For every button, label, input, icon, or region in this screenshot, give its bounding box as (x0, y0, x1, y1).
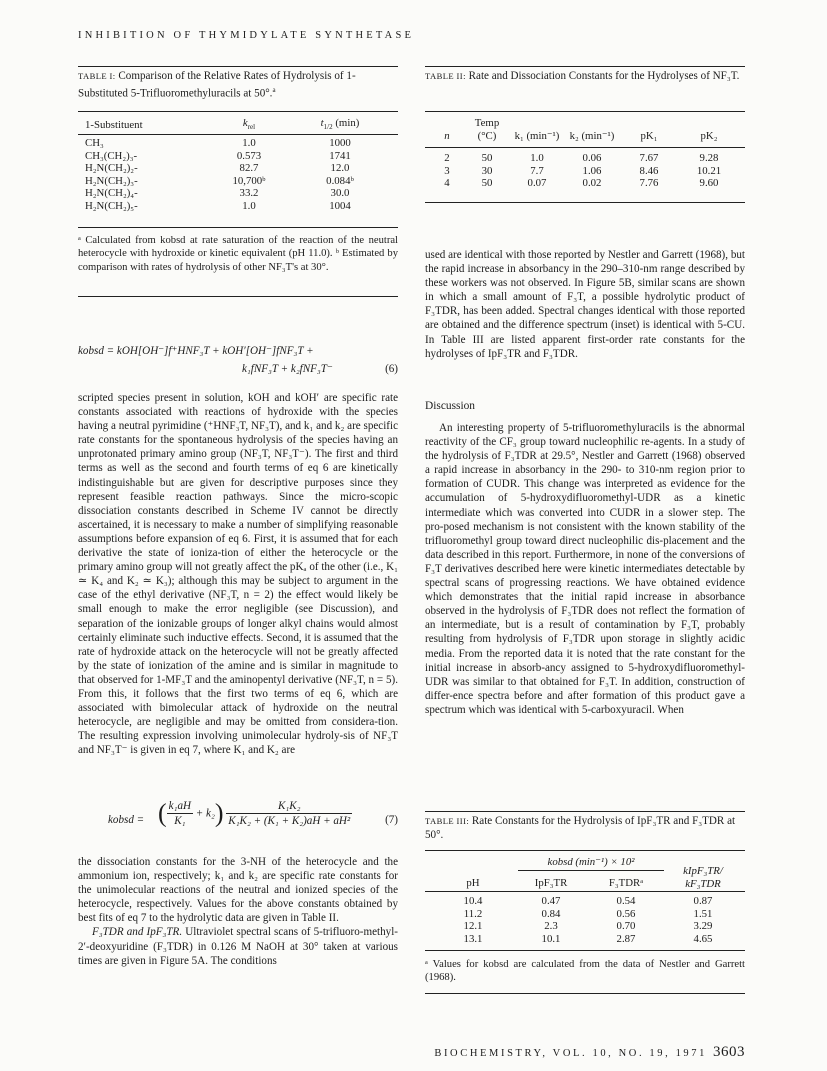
table1-col-thalf: $t_{1/2}$ (min) (320, 117, 360, 132)
table2-header-rule-top (425, 111, 745, 112)
table2-cell: 9.60 (699, 177, 719, 190)
table3-cell: 4.65 (693, 932, 713, 945)
table3-footnote: ᵃ Values for kobsd are calculated from the data of Nestler and Garrett (1968). (425, 959, 745, 984)
table1-header-rule-bottom (78, 134, 398, 135)
table3-col-f3tdr: F₃TDRᵃ (608, 877, 644, 890)
eq6-line2: k₁fNF₃T + k₂fNF₃T⁻ (242, 363, 333, 375)
table2-cell: 1.0 (530, 152, 544, 164)
table3-row (430, 908, 740, 921)
equation-7: kobsd = ( $\frac{\text{k₁aH}}{\text{K₁}}$ + k₂) $\frac{\text{K₁K₂}}{\text{K₁K₂ + (K₁ + K₂)aH + aH²}}$ (7) (108, 798, 398, 828)
left-paragraph-3-head: F₃TDR and IpF₃TR. (92, 926, 183, 939)
table2-cell: 30 (481, 164, 493, 177)
table3 (430, 859, 740, 890)
table1-col-substituent: 1-Substituent (85, 119, 143, 132)
table3-row (430, 933, 740, 946)
table2-cell: 10.21 (696, 164, 722, 177)
table3-cell: 10.1 (541, 932, 561, 945)
eq7-frac2-den: K₁K₂ + (K₁ + K₂)aH + aH² (228, 815, 351, 827)
table1-row (85, 175, 385, 188)
table2-caption (425, 70, 745, 84)
table1-cell-substituent: H₂N(CH₂)₃- (85, 174, 138, 187)
table3-cell: 1.51 (693, 907, 713, 920)
table1-row (85, 150, 385, 163)
table1-cell-substituent: H₂N(CH₂)₅- (85, 199, 138, 212)
table3-top-rule (425, 811, 745, 812)
table1 (85, 117, 385, 134)
table1-cell-krel: 82.7 (239, 162, 259, 175)
table3-col-ipf3tr: IpF₃TR (534, 877, 568, 890)
table1-caption (78, 70, 398, 101)
discussion-heading: Discussion (425, 400, 475, 412)
left-paragraph-3: Ultraviolet spectral scans of 5-trifluoro-methyl-2′-deoxyuridine (F₃TDR) in 0.126 M NaOH at 30° taken at various times are given in Figure 5A. The conditions (78, 926, 398, 967)
equation-6 (78, 344, 398, 376)
table2-cell: 50 (481, 152, 493, 164)
table1-caption-text: Comparison of the Relative Rates of Hydrolysis of 1-Substituted 5-Trifluoromethyluracils at 50°. (78, 70, 356, 100)
table1-header-rule-top (78, 111, 398, 112)
table3-header-rule-top (425, 850, 745, 851)
table3-row (430, 895, 740, 908)
table2-body (430, 152, 740, 190)
table2-cell: 0.06 (582, 152, 602, 164)
table2-cell: 7.67 (639, 152, 659, 164)
table2-cell: 50 (481, 177, 493, 190)
eq6-line1: kobsd = kOH[OH⁻]f⁺HNF₃T + kOH′[OH⁻]fNF₃T + (78, 345, 314, 357)
table3-cell: 0.47 (541, 895, 561, 907)
table1-cell-thalf: 1004 (329, 199, 351, 212)
table3-header-group: kobsd (min⁻¹) × 10² (547, 856, 635, 868)
table2-cell: 0.07 (527, 177, 547, 190)
table2-label: TABLE II: (425, 71, 466, 81)
table3-body (430, 895, 740, 945)
table2-col-n: n (444, 130, 450, 142)
page-footer (434, 1044, 745, 1061)
table3-cell: 13.1 (463, 932, 483, 945)
eq7-frac1-den: K₁ (174, 815, 186, 827)
table3-cell: 2.87 (616, 932, 636, 945)
table1-cell-thalf: 1741 (329, 149, 351, 162)
table1-col-krel: $k_{rel}$ (242, 117, 256, 132)
table1-row (85, 187, 385, 200)
table3-header (430, 859, 740, 890)
eq6-number: (6) (385, 363, 398, 375)
table3-end-rule (425, 993, 745, 994)
table2-header-rule-bottom (425, 147, 745, 148)
table3-row (430, 920, 740, 933)
table2-row (430, 165, 740, 178)
table1-header (85, 117, 385, 134)
table3-bottom-rule (425, 950, 745, 951)
table1-label: TABLE I: (78, 71, 116, 81)
eq7-number: (7) (385, 814, 398, 826)
table1-end-rule (78, 296, 398, 297)
eq7-frac1-num: k₁aH (168, 800, 192, 812)
table3-cell: 0.56 (616, 907, 636, 920)
table2-bottom-rule (425, 202, 745, 203)
table2-cell: 7.7 (530, 164, 544, 177)
table1-cell-substituent: CH₃(CH₂)₃- (85, 149, 138, 162)
right-paragraph-2: An interesting property of 5-trifluoromethyluracils is the abnormal reactivity of the CF₃ group toward nucleophilic re-agents. In a study of the hydrolysis of F₃TDR at 29.5°, Nestler and Garrett (1968) observed a rapid increase in absorbancy in the 290- to 310-nm region prior to formation of CUDR. This change was interpreted as evidence for the accumulation of 5-hydroxydifluoromethyl-UDR as a kinetic intermediate which was converted into CUDR in a slower step. The pro-posed mechanism is not consistent with the known stability of the trifluoromethyl group toward direct nucleophilic dis-placement and the data described in this report. Furthermore, in none of the conversions of F₃T derivatives described here were kinetic intermediates detectable by spectral scans of progressing reactions. We have obtained evidence which demonstrates that the initial rapid increase in absorbance observed in the hydrolysis of F₃TDR does not reflect the formation of an intermediate, but is a result of contamination by F₃T, probably resulting from hydrolysis of F₃TDR upon storage in slightly acidic media. From the reported data it is noted that the rate constant for the initial increase in absorb-ancy assigned to 5-hydroxydifluoromethyl-UDR was similar to that obtained for F₃T. In addition, construction of differ-ence spectra before and after formation of this product gave a spectrum which was identical with 5-carboxyuracil. When (425, 422, 745, 716)
table1-cell-thalf: 0.084ᵇ (326, 174, 354, 187)
table2-col-pk1: pK₁ (640, 130, 658, 142)
table2-header (430, 117, 740, 143)
table1-row (85, 200, 385, 213)
table2-caption-text: Rate and Dissociation Constants for the Hydrolyses of NF₃T. (468, 70, 740, 82)
table2-cell: 4 (444, 177, 450, 190)
table2-row (430, 177, 740, 190)
table1-cell-substituent: H₂N(CH₂)₂- (85, 162, 138, 175)
table3-cell: 12.1 (463, 920, 483, 933)
table3-cell: 0.84 (541, 907, 561, 920)
table2-cell: 0.02 (582, 177, 602, 190)
table1-cell-substituent: H₂N(CH₂)₄- (85, 187, 138, 200)
table1-body (85, 137, 385, 213)
table1-bottom-rule (78, 227, 398, 228)
table1-cell-thalf: 12.0 (330, 162, 350, 175)
table2-col-pk2: pK₂ (700, 130, 718, 142)
table3-cell: 0.70 (616, 920, 636, 933)
table1-caption-mark: a (272, 85, 276, 94)
left-paragraph-2: the dissociation constants for the 3-NH of the heterocycle and the ammonium ion, respectively; k₁ and k₂ are specific rate constants for the unimolecular reactions of the neutral and ionized species of the heterocycle, respectively. Values for the above constants obtained by best fits of eq 7 to the hydrolytic data are given in Table II. F₃TDR and IpF₃TR. Ultraviolet spectral scans of 5-trifluoro-methyl-2′-deoxyuridine (F₃TDR) in 0.126 M NaOH at 30° taken at various times are given in Figure 5A. The conditions (78, 856, 398, 967)
table3-header-rule-bottom (425, 891, 745, 892)
table3-col-ph: pH (466, 877, 480, 890)
table3-cell: 11.2 (463, 907, 483, 920)
table1-cell-thalf: 1000 (329, 137, 351, 149)
table1-cell-krel: 10,700ᵇ (232, 174, 266, 187)
table1-cell-substituent: CH₃ (85, 137, 104, 149)
right-paragraph-1: used are identical with those reported by Nestler and Garrett (1968), but the rapid increase in absorbancy in the 290–310-nm range described by these workers was not observed. In Figure 5B, similar scans are shown in which a small amount of F₃T, a possible hydrolytic product of F₃TDR, has been added. Spectral changes identical with those reported are obtained and the difference spectrum (inset) is identical with 5-CU. In Table III are listed apparent first-order rate constants for the hydrolyses of IpF₃TR and F₃TDR. (425, 249, 745, 360)
table1-cell-krel: 33.2 (239, 187, 259, 200)
table2-row (430, 152, 740, 165)
table3-label: TABLE III: (425, 816, 470, 826)
table2-cell: 8.46 (639, 164, 659, 177)
table1-top-rule (78, 66, 398, 67)
table3-cell: 10.4 (463, 895, 483, 907)
table3-cell: 2.3 (544, 920, 558, 933)
table1-cell-krel: 1.0 (242, 199, 256, 212)
table2-cell: 2 (444, 152, 450, 164)
page-number: 3603 (713, 1044, 745, 1060)
table1-footnote: ᵃ Calculated from kobsd at rate saturation of the reaction of the neutral heterocycle with hydroxide or kinetic equivalent (pH 11.0). ᵇ Estimated by comparison with rates of hydrolysis of other NF₃T's at 30°. (78, 235, 398, 273)
table2-top-rule (425, 66, 745, 67)
table3-caption-text: Rate Constants for the Hydrolysis of IpF₃TR and F₃TDR at 50°. (425, 815, 736, 841)
table1-row (85, 137, 385, 150)
table3-cell: 3.29 (693, 920, 713, 933)
eq7-lhs: kobsd = (108, 814, 145, 826)
table2-cell: 1.06 (582, 164, 602, 177)
table1-row (85, 162, 385, 175)
table3-cell: 0.54 (616, 895, 636, 907)
table2 (430, 117, 740, 143)
table2-cell: 7.76 (639, 177, 659, 190)
table1-cell-krel: 0.573 (236, 149, 262, 162)
table2-cell: 3 (444, 164, 450, 177)
table3-cell: 0.87 (693, 895, 713, 907)
table2-col-k1: k₁ (min⁻¹) (514, 130, 560, 142)
table2-col-k2: k₂ (min⁻¹) (569, 130, 615, 142)
table3-col-ratio: kIpF₃TR/ kF₃TDR (683, 865, 723, 890)
table1-cell-thalf: 30.0 (330, 187, 350, 200)
footer-journal: BIOCHEMISTRY, VOL. 10, NO. 19, 1971 (434, 1048, 707, 1059)
eq7-plus-k2: + k₂ (195, 807, 215, 820)
running-head: INHIBITION OF THYMIDYLATE SYNTHETASE (78, 30, 415, 41)
left-paragraph-1: scripted species present in solution, kOH and kOH′ are specific rate constants associated with reactions of hydroxide with the species having a neutral pyrimidine (⁺HNF₃T, NF₃T), and k₁ and k₂ are specific rate constants for the spontaneous hydrolysis of the species having an unprotonated primary amino group (NF₃T, NF₃T⁻). The first and third terms as well as the second and fourth terms of eq 6 are kinetically indistinguishable but are given for descriptive purposes since they represent feasible reaction pathways. Since the micro-scopic dissociation constants described in Scheme IV cannot be directly ascertained, it is necessary to make a number of simplifying reasonable assumptions before expansion of eq 6. First, it is assumed that for each derivative the state of ioniza-tion of either the heterocycle or the primary amino group will not greatly affect the pKₐ of the other (i.e., K₁ ≃ K₄ and K₂ ≃ K₃); although this may be subject to argument in the case of the ethyl derivative (NF₃T, n = 2) the effect would likely be small enough to make the error negligible (see Discussion), and separation of the ionizable groups of longer alkyl chains would almost certainly eliminate such inductive effects. Second, it is assumed that the rate of hydroxide attack on the heterocycle will not be greatly affected by the state of ionization of the amine and is similar in magnitude to that observed for 1-MF₃T and the aminopentyl derivative (NF₃T, n = 5). From this, it follows that the first two terms of eq 6, which are associated with bimolecular attack of hydroxide on the neutral heterocycle, are negligible and may be omitted from considera-tion. The resulting expression involving unimolecular hydroly-sis of NF₃T and NF₃T⁻ is given in eq 7, where K₁ and K₂ are (78, 392, 398, 757)
table3-caption (425, 815, 745, 842)
table1-cell-krel: 1.0 (242, 137, 256, 149)
table2-col-temp: Temp (°C) (474, 117, 500, 142)
table2-cell: 9.28 (699, 152, 719, 164)
eq7-frac2-num: K₁K₂ (226, 799, 352, 814)
